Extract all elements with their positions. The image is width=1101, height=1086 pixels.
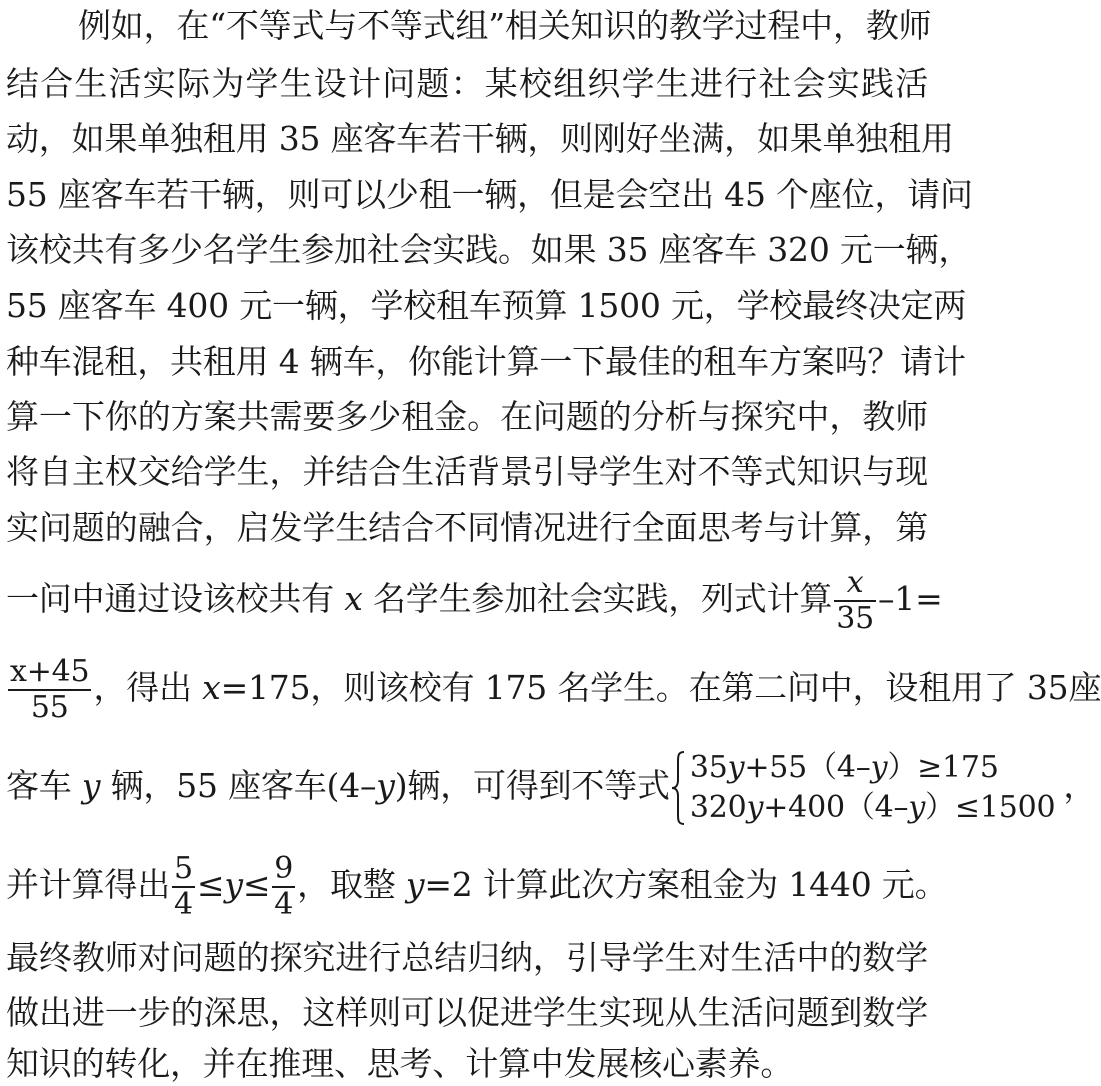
paragraph-line-2: 结合生活实际为学生设计问题：某校组织学生进行社会实践活 [6, 64, 928, 103]
line-13-text-2: 辆，55 座客车(4– [100, 766, 377, 805]
paragraph-line-11 [6, 564, 943, 636]
paragraph-line-4: 55 座客车若干辆，则可以少租一辆，但是会空出 45 个座位，请问 [6, 175, 973, 214]
variable-x: x [202, 668, 221, 707]
line-13-text: 客车 [6, 766, 82, 805]
paragraph-line-9: 将自主权交给学生，并结合生活背景引导学生对不等式知识与现 [6, 452, 928, 491]
paragraph-line-6: 55 座客车 400 元一辆，学校租车预算 1500 元，学校最终决定两 [6, 286, 967, 325]
variable-y: y [376, 766, 395, 805]
leq-sign: ≤ [242, 865, 271, 904]
variable-y: y [405, 865, 425, 904]
line-14-text: 并计算得出 [6, 865, 171, 904]
inequality-system [670, 748, 1056, 828]
paragraph-line-14 [6, 850, 948, 922]
fraction-denominator: 35 [836, 601, 874, 636]
fraction-denominator: 55 [30, 690, 69, 725]
fraction-numerator: 9 [274, 851, 294, 886]
line-13-tail: ， [1063, 766, 1097, 805]
line-11-tail: –1= [878, 579, 943, 618]
fraction-5-over-4 [172, 853, 195, 921]
paragraph-line-12 [6, 652, 1101, 725]
fraction-x-over-35 [834, 567, 876, 635]
inequality-2: 320y+400（4–y）≤1500 [689, 790, 1056, 825]
line-14-text-3: =2 计算此次方案租金为 1440 元。 [424, 865, 948, 904]
fraction-denominator: 4 [174, 887, 193, 922]
line-12-text-2: =175，则该校有 175 名学生。在第二问中，设租用了 35座 [220, 668, 1101, 707]
line-12-text: ，得出 [93, 668, 203, 707]
variable-y: y [224, 865, 243, 904]
line-11-text-2: 名学生参加社会实践，列式计算 [362, 579, 833, 618]
paragraph-line-17: 知识的转化，并在推理、思考、计算中发展核心素养。 [6, 1044, 794, 1083]
fraction-numerator: x [846, 565, 864, 600]
paragraph-line-15: 最终教师对问题的探究进行总结归纳，引导学生对生活中的数学 [6, 938, 928, 977]
paragraph-line-3: 动，如果单独租用 35 座客车若干辆，则刚好坐满，如果单独租用 [6, 119, 954, 158]
line-14-text-2: ，取整 [297, 865, 406, 904]
paragraph-line-5: 该校共有多少名学生参加社会实践。如果 35 座客车 320 元一辆， [6, 230, 972, 269]
paragraph-line-16: 做出进一步的深思，这样则可以促进学生实现从生活问题到数学 [6, 993, 928, 1032]
fraction-numerator: 5 [174, 851, 193, 886]
line-13-text-3: )辆，可得到不等式 [394, 766, 670, 805]
paragraph-line-7: 种车混租，共租用 4 辆车，你能计算一下最佳的租车方案吗？请计 [6, 342, 966, 381]
fraction-x-plus-45-over-55 [8, 656, 91, 724]
paragraph-line-8: 算一下你的方案共需要多少租金。在问题的分析与探究中，教师 [6, 397, 928, 436]
inequality-1: 35y+55（4–y）≥175 [689, 750, 999, 785]
leq-sign: ≤ [196, 865, 225, 904]
variable-y: y [81, 766, 101, 805]
paragraph-line-1: 例如，在“不等式与不等式组”相关知识的教学过程中，教师 [78, 6, 932, 45]
left-brace-icon [670, 750, 686, 826]
variable-x: x [344, 579, 363, 618]
fraction-9-over-4 [272, 853, 295, 921]
line-11-text: 一问中通过设该校共有 [6, 579, 345, 618]
fraction-numerator: x+45 [10, 654, 90, 689]
fraction-denominator: 4 [274, 887, 294, 922]
paragraph-line-13 [6, 744, 1097, 828]
paragraph-line-10: 实问题的融合，启发学生结合不同情况进行全面思考与计算，第 [6, 508, 928, 547]
